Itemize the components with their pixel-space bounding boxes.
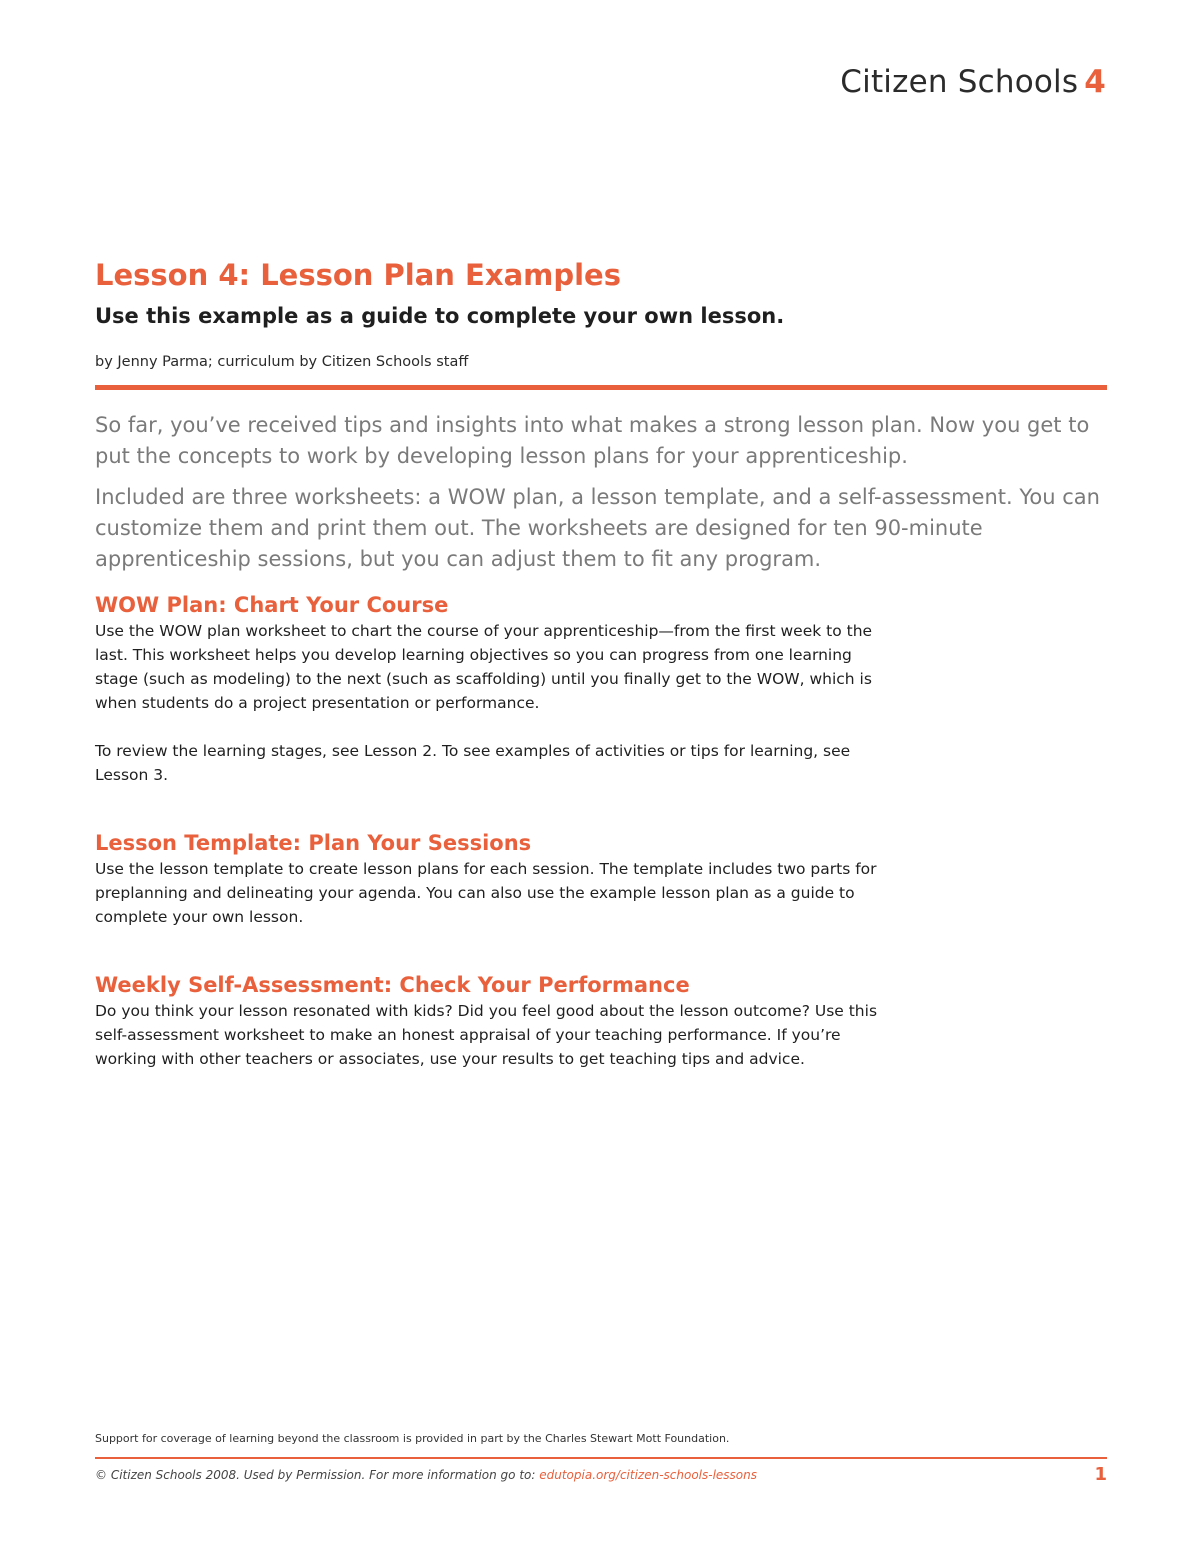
footer-divider <box>95 1457 1107 1459</box>
brand-name: Citizen Schools <box>840 64 1079 100</box>
footer-link[interactable]: edutopia.org/citizen-schools-lessons <box>539 1468 758 1482</box>
document-body <box>95 255 1107 1071</box>
copyright-text: © Citizen Schools 2008. Used by Permission. For more information go to: <box>95 1468 540 1482</box>
brand-header <box>840 64 1106 100</box>
section-paragraph: To review the learning stages, see Lesson 2. To see examples of activities or tips for learning, see Lesson 3. <box>95 742 851 784</box>
section-heading: Lesson Template: Plan Your Sessions <box>95 831 532 855</box>
section-lesson-template <box>95 829 885 929</box>
byline: by Jenny Parma; curriculum by Citizen Schools staff <box>95 354 469 370</box>
section-heading: Weekly Self-Assessment: Check Your Performance <box>95 973 690 997</box>
intro-paragraph: Included are three worksheets: a WOW plan, a lesson template, and a self-assessment. You can customize them and print them out. The worksheets are designed for ten 90-minute apprenticeship sessions, but you can adjust them to fit any program. <box>95 485 1100 571</box>
section-heading: WOW Plan: Chart Your Course <box>95 593 449 617</box>
section-paragraph: Do you think your lesson resonated with kids? Did you feel good about the lesson outcome? Use this self-assessment worksheet to make an honest appraisal of your teaching performance. If you’re working with other teachers or associates, use your results to get teaching tips and advice. <box>95 1002 878 1068</box>
header-divider <box>95 385 1107 390</box>
intro <box>95 410 1107 575</box>
lesson-number: 4 <box>1084 64 1106 100</box>
section-paragraph: Use the WOW plan worksheet to chart the course of your apprenticeship—from the first week to the last. This worksheet helps you develop learning objectives so you can progress from one learning stage (such as modeling) to the next (such as scaffolding) until you finally get to the WOW, which is when students do a project presentation or performance. <box>95 622 873 712</box>
page-title: Lesson 4: Lesson Plan Examples <box>95 258 621 292</box>
support-note: Support for coverage of learning beyond the classroom is provided in part by the Charles Stewart Mott Foundation. <box>95 1432 730 1445</box>
intro-paragraph: So far, you’ve received tips and insights into what makes a strong lesson plan. Now you get to put the concepts to work by developing lesson plans for your apprenticeship. <box>95 413 1090 468</box>
section-wow-plan <box>95 591 885 787</box>
section-self-assessment <box>95 971 885 1071</box>
page-number: 1 <box>1094 1464 1107 1485</box>
footer-copyright <box>95 1468 757 1482</box>
page-subtitle: Use this example as a guide to complete your own lesson. <box>95 304 785 328</box>
section-paragraph: Use the lesson template to create lesson plans for each session. The template includes two parts for preplanning and delineating your agenda. You can also use the example lesson plan as a guide to complete your own lesson. <box>95 860 877 926</box>
